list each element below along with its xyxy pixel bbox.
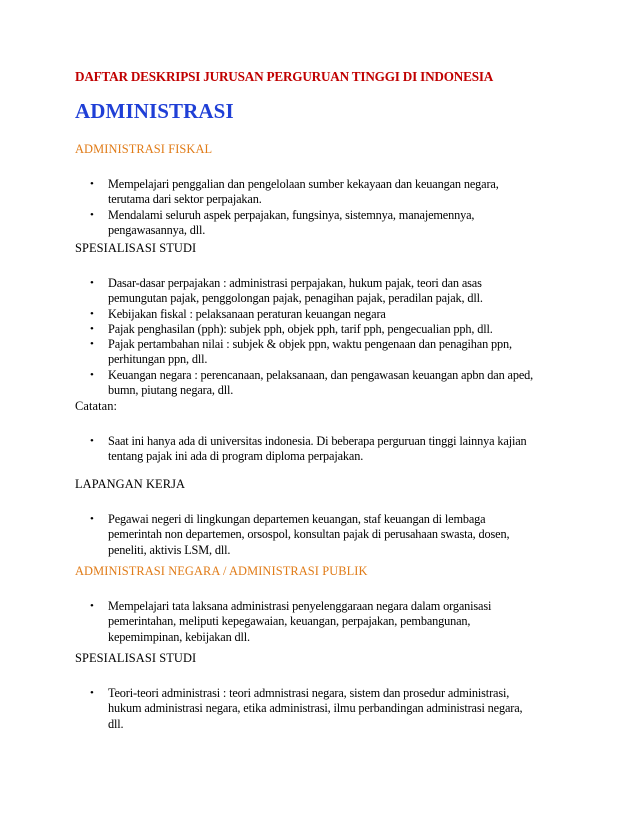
bullet-icon: • (90, 322, 94, 335)
lapangan-kerja-list (75, 512, 575, 558)
spesialisasi-studi-section-1 (75, 240, 575, 398)
document-page (75, 68, 575, 731)
fiskal-list (75, 177, 575, 238)
section-heading-administrasi: ADMINISTRASI (75, 99, 234, 123)
subheading-administrasi-negara: ADMINISTRASI NEGARA / ADMINISTRASI PUBLIK (75, 564, 368, 578)
list-item-line: hukum administrasi negara, etika administrasi, ilmu perbandingan administrasi negara, (108, 701, 523, 716)
list-item-line: perhitungan ppn, dll. (108, 352, 208, 367)
bullet-icon: • (90, 307, 94, 320)
list-item-line: kepemimpinan, kebijakan dll. (108, 629, 250, 644)
lapangan-kerja-section (75, 476, 575, 558)
list-item (75, 276, 575, 307)
bullet-icon: • (90, 687, 94, 699)
bullet-icon: • (90, 277, 94, 289)
list-item-line: Saat ini hanya ada di universitas indonesia. Di beberapa perguruan tinggi lainnya kajian (108, 434, 527, 448)
list-item-line: Pajak pertambahan nilai : subjek & objek ppn, waktu pengenaan dan penagihan ppn, (108, 337, 512, 352)
list-item-line: tentang pajak ini ada di program diploma perpajakan. (108, 449, 364, 464)
bullet-icon: • (90, 338, 94, 351)
subheading-lapangan-kerja: LAPANGAN KERJA (75, 477, 186, 491)
list-item-line: Kebijakan fiskal : pelaksanaan peraturan keuangan negara (108, 306, 386, 321)
list-item-line: pemerintah non departemen, orsospol, konsultan pajak di perusahaan swasta, dosen, (108, 527, 510, 542)
list-item-line: Teori-teori administrasi : teori admnistrasi negara, sistem dan prosedur administrasi, (108, 686, 510, 700)
list-item (75, 434, 575, 465)
list-item-line: bumn, piutang negara, dll. (108, 383, 234, 398)
bullet-icon: • (90, 513, 94, 525)
subheading-catatan: Catatan: (75, 399, 118, 413)
fiskal-section (75, 141, 575, 238)
list-item-line: terutama dari sektor perpajakan. (108, 192, 262, 207)
list-item (75, 208, 575, 239)
list-item-line: Pegawai negeri di lingkungan departemen keuangan, staf keuangan di lembaga (108, 512, 486, 526)
document-title: DAFTAR DESKRIPSI JURUSAN PERGURUAN TINGGI DI INDONESIA (75, 69, 494, 84)
list-item-line: Mendalami seluruh aspek perpajakan, fungsinya, sistemnya, manajemennya, (108, 207, 475, 222)
administrasi-negara-list (75, 599, 575, 645)
list-item (75, 599, 575, 645)
bullet-icon: • (90, 435, 94, 447)
list-item (75, 322, 575, 337)
subheading-spesialisasi-studi-2: SPESIALISASI STUDI (75, 651, 197, 665)
spesialisasi-studi-list-1 (75, 276, 575, 398)
list-item (75, 337, 575, 368)
list-item-line: pemungutan pajak, penggolongan pajak, penagihan pajak, peradilan pajak, dll. (108, 291, 483, 306)
bullet-icon: • (90, 600, 94, 612)
bullet-icon: • (90, 178, 94, 190)
list-item-line: Mempelajari tata laksana administrasi penyelenggaraan negara dalam organisasi (108, 599, 492, 613)
catatan-section (75, 398, 575, 465)
catatan-list (75, 434, 575, 465)
list-item-line: pengawasannya, dll. (108, 222, 206, 237)
spesialisasi-studi-section-2 (75, 650, 575, 732)
list-item-line: Keuangan negara : perencanaan, pelaksanaan, dan pengawasan keuangan apbn dan aped, (108, 367, 534, 382)
list-item-line: Pajak penghasilan (pph): subjek pph, objek pph, tarif pph, pengecualian pph, dll. (108, 321, 493, 336)
subheading-administrasi-fiskal: ADMINISTRASI FISKAL (75, 142, 213, 156)
list-item (75, 512, 575, 558)
list-item-line: dll. (108, 716, 124, 731)
subheading-spesialisasi-studi-1: SPESIALISASI STUDI (75, 241, 197, 255)
bullet-icon: • (90, 208, 94, 221)
bullet-icon: • (90, 368, 94, 381)
list-item (75, 368, 575, 399)
list-item-line: Mempelajari penggalian dan pengelolaan sumber kekayaan dan keuangan negara, (108, 177, 499, 191)
list-item-line: pemerintahan, meliputi kepegawaian, keuangan, perpajakan, pembangunan, (108, 614, 471, 629)
list-item-line: Dasar-dasar perpajakan : administrasi perpajakan, hukum pajak, teori dan asas (108, 276, 482, 290)
list-item (75, 177, 575, 208)
list-item-line: peneliti, aktivis LSM, dll. (108, 542, 231, 557)
spesialisasi-studi-list-2 (75, 686, 575, 732)
list-item (75, 307, 575, 322)
administrasi-negara-section (75, 563, 575, 645)
list-item (75, 686, 575, 732)
